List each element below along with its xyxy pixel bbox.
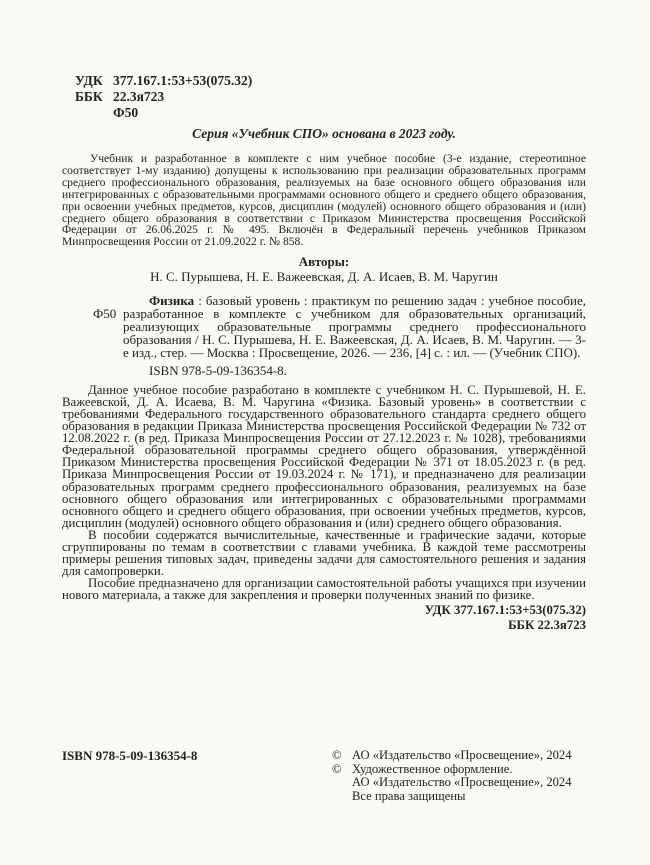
annotation-paragraph: Учебник и разработанное в комплекте с ним учебное пособие (3-е издание, стереотипное соответствует 1-му изданию) допущены к использованию при реализации образовательных программ среднего профессионального образования, реализуемых на базе основного общего образования или интегрированных с образовательными программами основного общего и среднего общего образования, при освоении учебных предметов, курсов, дисциплин (модулей) основного общего образования и (или) среднего общего образования в соответствии с Приказом Министерства просвещения Российской Федерации от 26.06.2025 г. № 495. Включён в Федеральный перечень учебников Приказом Минпросвещения России от 21.09.2022 г. № 858. <box>62 152 586 249</box>
catalog-card <box>93 293 586 360</box>
authors-block <box>62 255 586 284</box>
copyright-symbol: © <box>332 748 342 762</box>
description-paragraph-1: Данное учебное пособие разработано в комплекте с учебником Н. С. Пурышевой, Н. Е. Важеевской, Д. А. Исаева, В. М. Чаругина «Физика. Базовый уровень» в соответствии с требованиями Федерального государственного образовательного стандарта среднего общего образования в редакции Приказа Министерства просвещения Российской Федерации № 732 от 12.08.2022 г. (в ред. Приказа Минпросвещения России от 27.12.2023 г. № 1028), требованиями Федеральной образовательной программы среднего общего образования, утверждённой Приказом Министерства просвещения Российской Федерации № 371 от 18.05.2023 г. (в ред. Приказа Минпросвещения России от 19.03.2024 г. № 171), и предназначено для реализации образовательных программ среднего профессионального образования, реализуемых на базе основного общего образования или интегрированных с образовательными программами основного общего и среднего общего образования, при освоении учебных предметов, курсов, дисциплин (модулей) основного общего образования и (или) среднего общего образования. <box>62 382 586 530</box>
copyright-line: © АО «Издательство «Просвещение», 2024 <box>332 748 572 762</box>
bbk-label: ББК <box>75 89 103 104</box>
udk-label: УДК <box>75 73 103 88</box>
authors-heading: Авторы: <box>298 254 350 270</box>
description-block <box>62 384 586 602</box>
authors-names: Н. С. Пурышева, Н. Е. Важеевская, Д. А. Исаев, В. М. Чаругин <box>150 268 498 284</box>
series-note: Серия «Учебник СПО» основана в 2023 году. <box>192 126 456 141</box>
top-classification-codes <box>75 73 586 121</box>
catalog-isbn-line: ISBN 978-5-09-136354-8. <box>149 362 287 378</box>
copyright-symbol-spacer <box>332 790 352 804</box>
udk-value: 377.167.1:53+53(075.32) <box>113 73 253 88</box>
footer-udk-code: УДК 377.167.1:53+53(075.32) <box>424 603 586 618</box>
classification-code: Ф50 <box>113 105 139 120</box>
catalog-entry-text: : базовый уровень : практикум по решению задач : учебное пособие, разработанное в комплекте с учебником для образовательных организаций, реализующих образовательные программы среднего профессионального образования / Н. С. Пурышева, Н. Е. Важеевская, Д. А. Исаев, В. М. Чаругин. — 3-е изд., стер. — Москва : Просвещение, 2026. — 236, [4] с. : ил. — (Учебник СПО). <box>123 293 586 360</box>
imprint-isbn: ISBN 978-5-09-136354-8 <box>62 748 198 763</box>
copyright-line: © Художественное оформление. <box>332 761 513 776</box>
catalog-classification-code: Ф50 <box>93 306 117 322</box>
footer-classification-codes <box>62 603 586 632</box>
bbk-value: 22.3я723 <box>113 89 165 104</box>
bbk-code-row <box>75 89 586 105</box>
footer-bbk-code: ББК 22.3я723 <box>508 617 586 632</box>
copyright-line: АО «Издательство «Просвещение», 2024 <box>332 776 586 790</box>
description-paragraph-3: Пособие предназначено для организации самостоятельной работы учащихся при изучении нового материала, а также для закрепления и проверки полученных знаний по физике. <box>62 576 586 603</box>
udk-code-row <box>75 73 586 89</box>
catalog-title: Физика <box>149 293 195 309</box>
copyright-symbol: © <box>332 761 342 776</box>
copyright-line: Все права защищены <box>332 790 586 804</box>
copyright-block <box>332 749 586 803</box>
description-paragraph-2: В пособии содержатся вычислительные, качественные и графические задачи, которые сгруппированы по темам в соответствии с главами учебника. В каждой теме рассмотрены примеры решения типовых задач, приведены задачи для самостоятельного решения и задания для самопроверки. <box>62 527 586 579</box>
imprint-block <box>62 749 586 803</box>
copyright-symbol-spacer <box>332 776 352 790</box>
